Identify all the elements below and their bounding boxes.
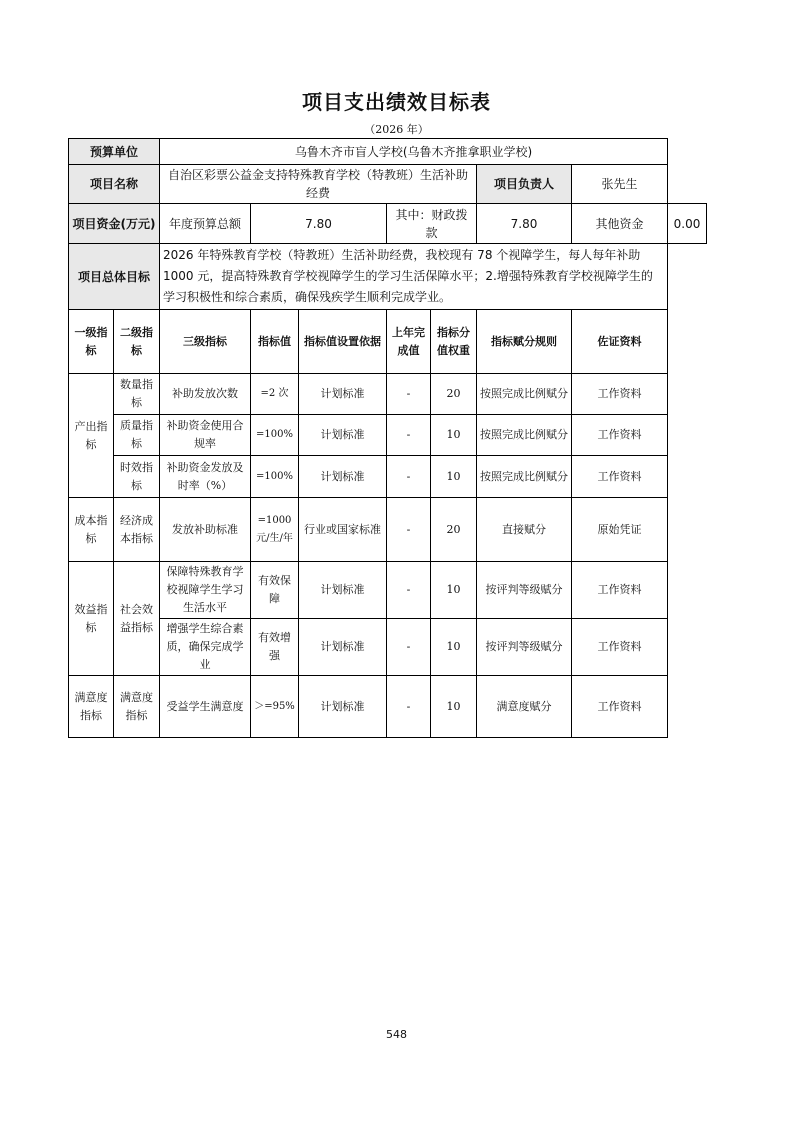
other-funds-label: 其他资金 [572,204,668,244]
budget-unit-value: 乌鲁木齐市盲人学校(乌鲁木齐推拿职业学校) [160,139,668,165]
cell-weight: 10 [431,619,477,676]
cell-evidence: 工作资料 [572,619,668,676]
budget-unit-label: 预算单位 [69,139,160,165]
cell-evidence: 工作资料 [572,676,668,738]
cell-rule: 满意度赋分 [477,676,572,738]
cell-level3: 补助资金发放及时率（%） [160,456,251,498]
header-basis: 指标值设置依据 [299,310,387,374]
table-row [69,562,707,619]
cell-rule: 按评判等级赋分 [477,562,572,619]
cell-basis: 计划标准 [299,415,387,456]
project-name-label: 项目名称 [69,165,160,204]
table-row [69,415,707,456]
cell-value: 有效保障 [251,562,299,619]
header-last-year: 上年完成值 [387,310,431,374]
goal-value: 2026 年特殊教育学校（特教班）生活补助经费，我校现有 78 个视障学生，每人每年补助 1000 元，提高特殊教育学校视障学生的学习生活保障水平；2.增强特殊教育学校视障学生的学习积极性和综合素质，确保残疾学生顺利完成学业。 [160,244,668,310]
cell-weight: 10 [431,562,477,619]
cell-weight: 20 [431,498,477,562]
cell-basis: 计划标准 [299,374,387,415]
budget-unit-row [69,139,707,165]
cell-level2: 满意度指标 [114,676,160,738]
funds-row [69,204,707,244]
year-label: （2026 年） [364,123,429,136]
cell-value: =100% [251,456,299,498]
cell-level2: 社会效益指标 [114,562,160,676]
goal-label: 项目总体目标 [69,244,160,310]
cell-basis: 计划标准 [299,619,387,676]
annual-budget-value: 7.80 [251,204,387,244]
performance-table [68,138,707,738]
cell-level2: 质量指标 [114,415,160,456]
cell-value: ＞=95% [251,676,299,738]
funds-label: 项目资金(万元) [69,204,160,244]
cell-rule: 按评判等级赋分 [477,619,572,676]
cell-weight: 10 [431,676,477,738]
cell-basis: 行业或国家标准 [299,498,387,562]
cell-weight: 10 [431,415,477,456]
cell-evidence: 工作资料 [572,562,668,619]
cell-level2: 时效指标 [114,456,160,498]
project-name-value: 自治区彩票公益金支持特殊教育学校（特教班）生活补助经费 [160,165,477,204]
cell-evidence: 工作资料 [572,415,668,456]
group-cost: 成本指标 [69,498,114,562]
project-leader-value: 张先生 [572,165,668,204]
header-rule: 指标赋分规则 [477,310,572,374]
table-row [69,456,707,498]
cell-evidence: 工作资料 [572,374,668,415]
header-level2: 二级指标 [114,310,160,374]
cell-last-year: - [387,374,431,415]
cell-rule: 按照完成比例赋分 [477,374,572,415]
cell-level3: 发放补助标准 [160,498,251,562]
cell-level2: 经济成本指标 [114,498,160,562]
cell-last-year: - [387,562,431,619]
header-row [69,310,707,374]
table-row [69,676,707,738]
header-level3: 三级指标 [160,310,251,374]
cell-level3: 受益学生满意度 [160,676,251,738]
cell-evidence: 原始凭证 [572,498,668,562]
cell-evidence: 工作资料 [572,456,668,498]
annual-budget-label: 年度预算总额 [160,204,251,244]
goal-row [69,244,707,310]
cell-rule: 按照完成比例赋分 [477,415,572,456]
cell-last-year: - [387,456,431,498]
header-value: 指标值 [251,310,299,374]
cell-last-year: - [387,415,431,456]
cell-value: =1000元/生/年 [251,498,299,562]
group-satisfaction: 满意度指标 [69,676,114,738]
cell-last-year: - [387,619,431,676]
cell-basis: 计划标准 [299,676,387,738]
cell-weight: 20 [431,374,477,415]
table-row [69,374,707,415]
page-title: 项目支出绩效目标表 [302,90,491,114]
cell-weight: 10 [431,456,477,498]
header-evidence: 佐证资料 [572,310,668,374]
cell-value: =100% [251,415,299,456]
cell-level3: 保障特殊教育学校视障学生学习生活水平 [160,562,251,619]
fiscal-label: 其中：财政拨款 [387,204,477,244]
table-row [69,498,707,562]
cell-last-year: - [387,498,431,562]
header-weight: 指标分值权重 [431,310,477,374]
cell-level2: 数量指标 [114,374,160,415]
project-leader-label: 项目负责人 [477,165,572,204]
table-row [69,619,707,676]
cell-value: =2 次 [251,374,299,415]
cell-basis: 计划标准 [299,562,387,619]
cell-level3: 补助资金使用合规率 [160,415,251,456]
cell-level3: 补助发放次数 [160,374,251,415]
header-level1: 一级指标 [69,310,114,374]
cell-basis: 计划标准 [299,456,387,498]
cell-rule: 按照完成比例赋分 [477,456,572,498]
cell-value: 有效增强 [251,619,299,676]
cell-last-year: - [387,676,431,738]
fiscal-value: 7.80 [477,204,572,244]
group-output: 产出指标 [69,374,114,498]
cell-level3: 增强学生综合素质，确保完成学业 [160,619,251,676]
other-funds-value: 0.00 [668,204,707,244]
page-number: 548 [386,1028,407,1041]
cell-rule: 直接赋分 [477,498,572,562]
group-benefit: 效益指标 [69,562,114,676]
project-name-row [69,165,707,204]
